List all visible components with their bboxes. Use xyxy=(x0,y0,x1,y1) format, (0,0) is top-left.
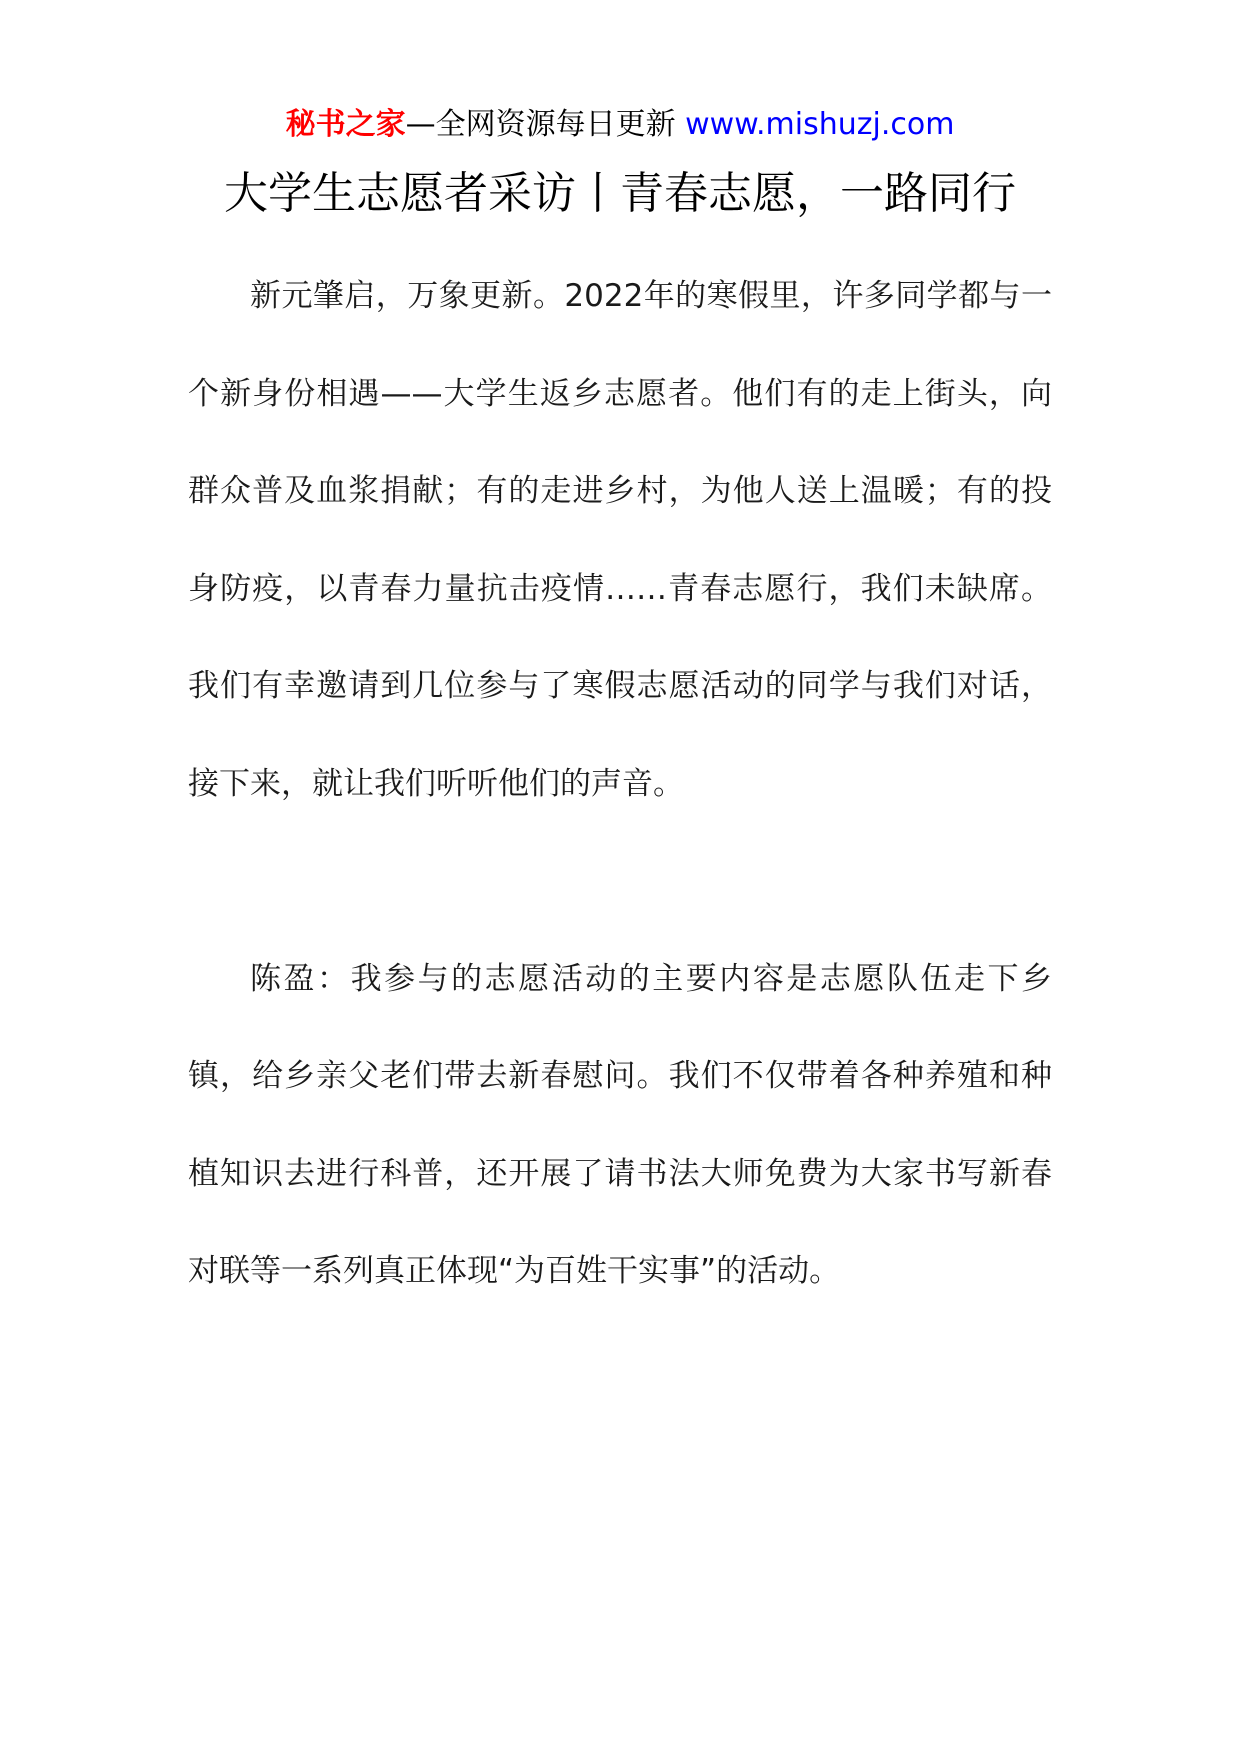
document-body xyxy=(188,248,1052,1321)
site-header xyxy=(0,104,1240,146)
paragraph-intro: 新元肇启，万象更新。2022年的寒假里，许多同学都与一个新身份相遇——大学生返乡志愿者。他们有的走上街头，向群众普及血浆捐献；有的走进乡村，为他人送上温暖；有的投身防疫，以青春力量抗击疫情……青春志愿行，我们未缺席。我们有幸邀请到几位参与了寒假志愿活动的同学与我们对话，接下来，就让我们听听他们的声音。 xyxy=(188,278,1052,802)
site-name: 秘书之家 xyxy=(285,107,406,142)
document-title: 大学生志愿者采访丨青春志愿，一路同行 xyxy=(224,168,1016,219)
paragraph-chen-ying: 陈盈：我参与的志愿活动的主要内容是志愿队伍走下乡镇，给乡亲父老们带去新春慰问。我们不仅带着各种养殖和种植知识去进行科普，还开展了请书法大师免费为大家书写新春对联等一系列真正体现“为百姓干实事”的活动。 xyxy=(188,960,1052,1289)
site-tagline: —全网资源每日更新 xyxy=(405,107,676,142)
paragraph-gap xyxy=(188,833,1052,931)
site-url-link[interactable]: www.mishuzj.com xyxy=(685,107,955,142)
